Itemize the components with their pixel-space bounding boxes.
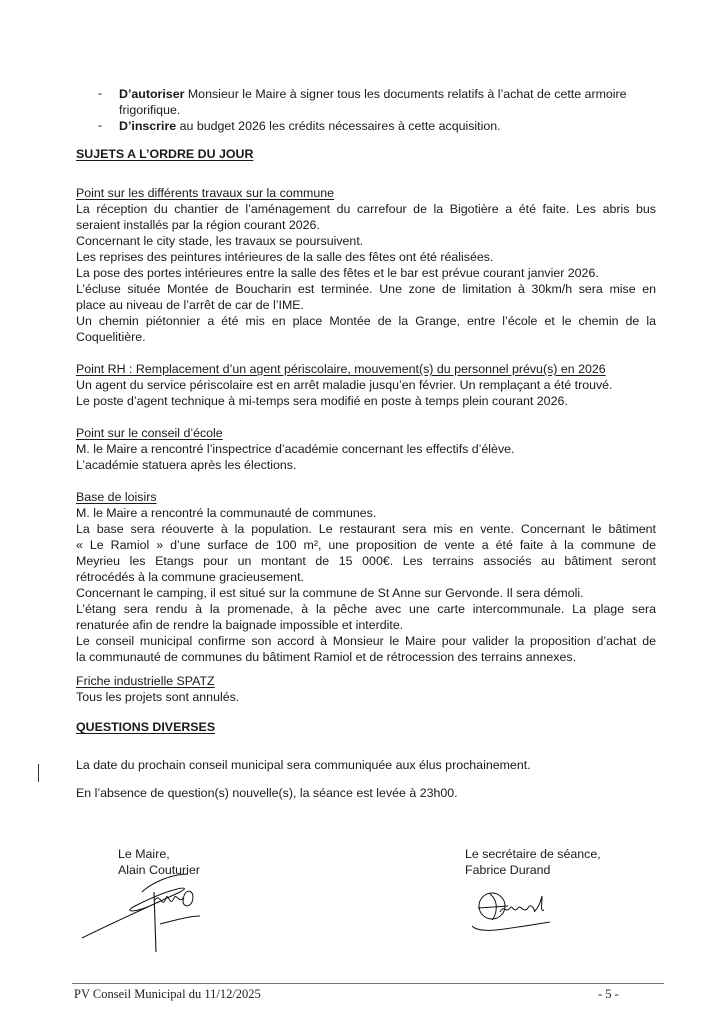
paragraph-line: Les reprises des peintures intérieures de la salle des fêtes ont été réalisées. xyxy=(76,250,494,264)
margin-change-bar xyxy=(38,764,39,782)
secretary-name: Fabrice Durand xyxy=(465,863,551,877)
subsection-title-leisure: Base de loisirs xyxy=(76,490,157,504)
paragraph-line: Le conseil municipal confirme son accord à Monsieur le Maire pour valider la proposition d’achat de xyxy=(76,634,656,648)
bullet-budget xyxy=(119,118,501,134)
paragraph-line: place au niveau de l’arrêt de car de l’IME. xyxy=(76,298,304,312)
paragraph-line: M. le Maire a rencontré l’inspectrice d’académie concernant les effectifs d’élève. xyxy=(76,442,515,456)
paragraph-line: La date du prochain conseil municipal sera communiquée aux élus prochainement. xyxy=(76,758,531,772)
bullet-dash: - xyxy=(98,118,103,132)
mayor-signature xyxy=(80,862,200,952)
paragraph-line: En l’absence de question(s) nouvelle(s), la séance est levée à 23h00. xyxy=(76,786,458,800)
paragraph-line: Tous les projets sont annulés. xyxy=(76,690,240,704)
subsection-title-school: Point sur le conseil d’école xyxy=(76,426,223,440)
paragraph-line: Meyrieu les Etangs pour un montant de 15 000€. Les terrains associés au bâtiment seront xyxy=(76,554,656,568)
bullet-budget-bold: D’inscrire xyxy=(119,119,177,133)
paragraph-line: rétrocédés à la commune gracieusement. xyxy=(76,570,304,584)
bullet-budget-text: au budget 2026 les crédits nécessaires à cette acquisition. xyxy=(176,119,501,133)
paragraph-line: Concernant le city stade, les travaux se poursuivent. xyxy=(76,234,364,248)
mayor-role: Le Maire, xyxy=(118,847,170,861)
bullet-authorize-text: Monsieur le Maire à signer tous les documents relatifs à l’achat de cette armoire xyxy=(184,87,627,101)
paragraph-line: La réception du chantier de l’aménagement du carrefour de la Bigotière a été faite. Les abris bus xyxy=(76,202,656,216)
section-heading-questions: QUESTIONS DIVERSES xyxy=(76,720,216,734)
paragraph-line: seraient installés par la région courant 2026. xyxy=(76,218,320,232)
paragraph-line: La base sera réouverte à la population. Le restaurant sera mis en vente. Concernant le bâtiment xyxy=(76,522,656,536)
subsection-title-spatz: Friche industrielle SPATZ xyxy=(76,674,215,688)
paragraph-line: M. le Maire a rencontré la communauté de communes. xyxy=(76,506,377,520)
bullet-dash: - xyxy=(98,86,103,100)
secretary-role: Le secrétaire de séance, xyxy=(465,847,601,861)
paragraph-line: Coquelitière. xyxy=(76,330,146,344)
paragraph-line: Le poste d’agent technique à mi-temps sera modifié en poste à temps plein courant 2026. xyxy=(76,394,568,408)
bullet-authorize xyxy=(119,86,627,102)
paragraph-line: « Le Ramiol » d’une surface de 100 m², une proposition de vente a été faite à la commune de xyxy=(76,538,656,552)
bullet-authorize-line2: frigorifique. xyxy=(119,103,181,117)
paragraph-line: La pose des portes intérieures entre la salle des fêtes et le bar est prévue courant janvier 2026. xyxy=(76,266,599,280)
footer-page-number: - 5 - xyxy=(598,987,619,1001)
mayor-name: Alain Couturier xyxy=(118,863,200,877)
subsection-title-hr: Point RH : Remplacement d’un agent périscolaire, mouvement(s) du personnel prévu(s) en 2026 xyxy=(76,362,606,376)
footer-rule xyxy=(72,983,664,984)
paragraph-line: L’académie statuera après les élections. xyxy=(76,458,297,472)
subsection-title-works: Point sur les différents travaux sur la commune xyxy=(76,186,335,200)
paragraph-line: L’étang sera rendu à la promenade, à la pêche avec une carte intercommunale. La plage sera xyxy=(76,602,656,616)
paragraph-line: Un chemin piétonnier a été mis en place Montée de la Grange, entre l’école et le chemin de la xyxy=(76,314,656,328)
section-heading-agenda: SUJETS A L’ORDRE DU JOUR xyxy=(76,147,254,161)
footer-document-title: PV Conseil Municipal du 11/12/2025 xyxy=(74,987,261,1001)
secretary-signature xyxy=(470,886,570,936)
paragraph-line: Concernant le camping, il est situé sur la commune de St Anne sur Gervonde. Il sera démoli. xyxy=(76,586,584,600)
paragraph-line: Un agent du service périscolaire est en arrêt maladie jusqu’en février. Un remplaçant a été trouvé. xyxy=(76,378,613,392)
bullet-authorize-bold: D’autoriser xyxy=(119,87,185,101)
paragraph-line: L’écluse située Montée de Boucharin est terminée. Une zone de limitation à 30km/h sera mise en xyxy=(76,282,656,296)
paragraph-line: la communauté de communes du bâtiment Ramiol et de rétrocession des terrains annexes. xyxy=(76,650,577,664)
paragraph-line: renaturée afin de rendre la baignade impossible et interdite. xyxy=(76,618,404,632)
